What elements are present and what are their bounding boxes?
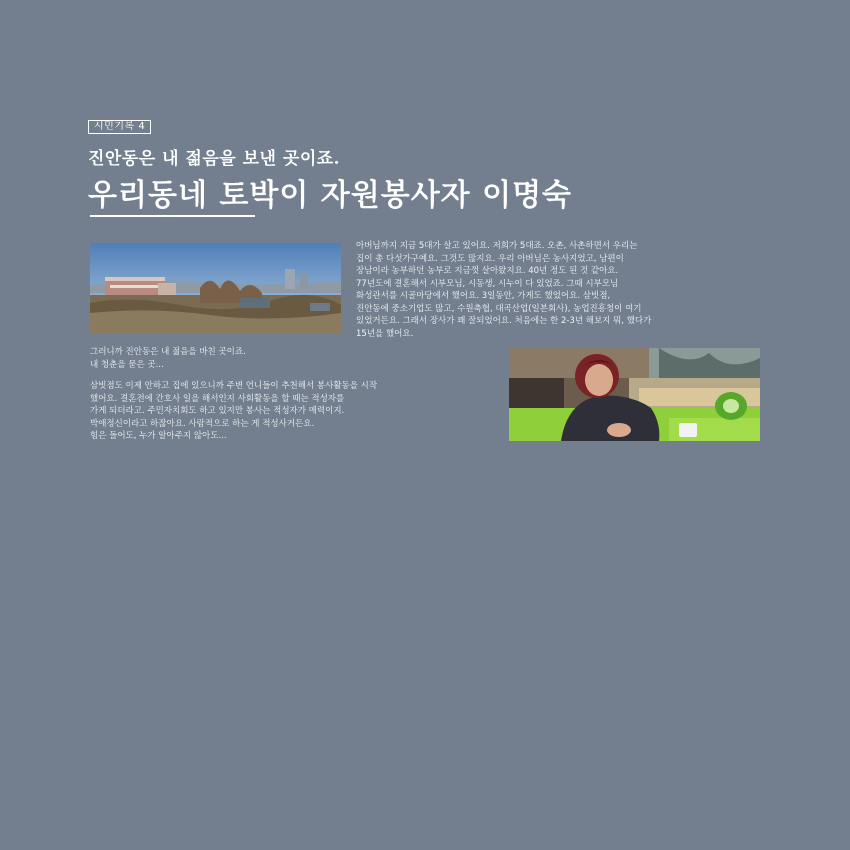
text-line: 화성관서를 시골마당에서 했어요. 3일동안, 가게도 했었어요. 삼빗점, — [356, 291, 611, 301]
text-line: 진안동에 중소기업도 많고, 수원축협, 대곡산업(일본회사), 농업진흥청이 여기 — [356, 303, 642, 314]
story-paragraph-2 — [90, 346, 390, 371]
neighborhood-photo — [90, 243, 341, 333]
text-line: 있었거든요. 그래서 장사가 꽤 잘되었어요. 처음에는 한 2-3년 해보지 뭐, 했다가 — [356, 316, 652, 326]
text-line: 삼빗점도 이제 안하고 집에 있으니까 주변 언니들이 추천해서 봉사활동을 시작 — [90, 381, 378, 391]
text-line: 77년도에 결혼해서 시부모님, 시동생, 시누이 다 있었죠. 그때 시부모님 — [356, 278, 619, 289]
text-line: 했어요. 결혼전에 간호사 일을 해서인지 사회활동을 할 때는 적성자를 — [90, 393, 345, 404]
story-paragraph-3 — [90, 380, 500, 443]
section-tag: 시민기록 4 — [88, 120, 151, 134]
text-line: 가게 되더라고. 주민자치회도 하고 있지만 봉사는 적성자가 매력이지. — [90, 406, 345, 416]
title-underline — [90, 215, 255, 217]
subtitle: 진안동은 내 젊음을 보낸 곳이죠. — [88, 149, 341, 169]
portrait-photo — [509, 348, 760, 441]
text-line: 장남이라 농부하던 농부로 지금껏 살아왔지요. 40년 정도 된 것 같아요. — [356, 266, 619, 276]
text-line: 집이 총 다섯가구예요. 그것도 많지요. 우리 아버님은 농사지었고, 남편이 — [356, 253, 624, 264]
text-line: 박애정신이라고 하잖아요. 사람적으로 하는 게 적성사거든요. — [90, 418, 315, 429]
text-line: 힘은 들어도, 누가 알아주지 않아도... — [90, 431, 227, 441]
text-line: 내 청춘을 묻은 곳... — [90, 359, 164, 370]
text-line: 15년을 했어요. — [356, 328, 414, 339]
page-title: 우리동네 토박이 자원봉사자 이명숙 — [88, 178, 573, 213]
story-paragraph-1 — [356, 240, 766, 340]
text-line: 아버님까지 지금 5대가 살고 있어요. 저희가 5대죠. 오촌, 사촌하면서 우리는 — [356, 241, 638, 251]
text-line: 그러니까 진안동은 내 젊음을 바친 곳이죠. — [90, 347, 246, 357]
